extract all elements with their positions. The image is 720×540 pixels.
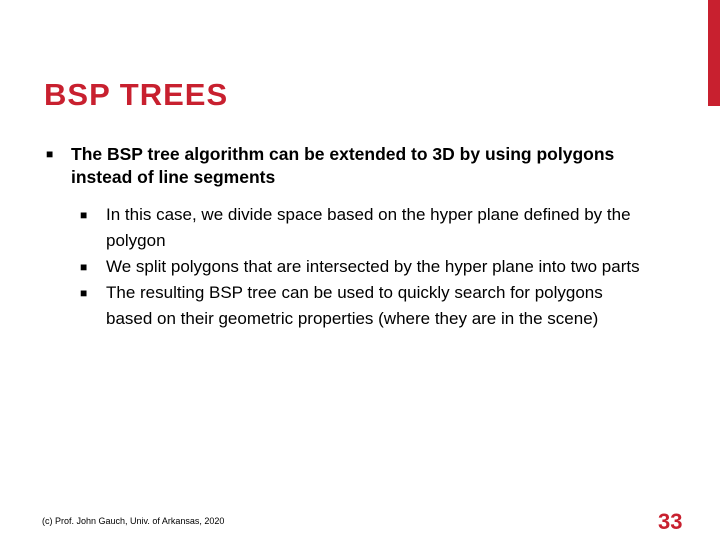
accent-bar bbox=[708, 0, 720, 106]
sub-bullet-text: The resulting BSP tree can be used to quickly search for polygons based on their geometric properties (where they are in the scene) bbox=[106, 283, 603, 328]
square-bullet-icon: ■ bbox=[80, 286, 88, 300]
square-bullet-icon: ■ bbox=[80, 260, 88, 274]
square-bullet-icon: ■ bbox=[80, 208, 88, 222]
footer-credit: (c) Prof. John Gauch, Univ. of Arkansas, 2020 bbox=[42, 516, 225, 526]
bullet-list bbox=[46, 143, 646, 189]
sub-bullet-text: We split polygons that are intersected by the hyper plane into two parts bbox=[106, 257, 640, 276]
bullet-item bbox=[46, 143, 646, 189]
sub-bullet-text: In this case, we divide space based on the hyper plane defined by the polygon bbox=[106, 205, 631, 250]
sub-bullet-item bbox=[80, 280, 640, 332]
sub-bullet-list bbox=[80, 202, 640, 332]
slide-title: BSP TREES bbox=[44, 77, 229, 112]
bullet-text: The BSP tree algorithm can be extended to 3D by using polygons instead of line segments bbox=[71, 144, 615, 187]
page-number: 33 bbox=[658, 509, 683, 534]
sub-bullet-item bbox=[80, 202, 640, 254]
square-bullet-icon: ■ bbox=[46, 147, 54, 161]
sub-bullet-item bbox=[80, 254, 640, 280]
